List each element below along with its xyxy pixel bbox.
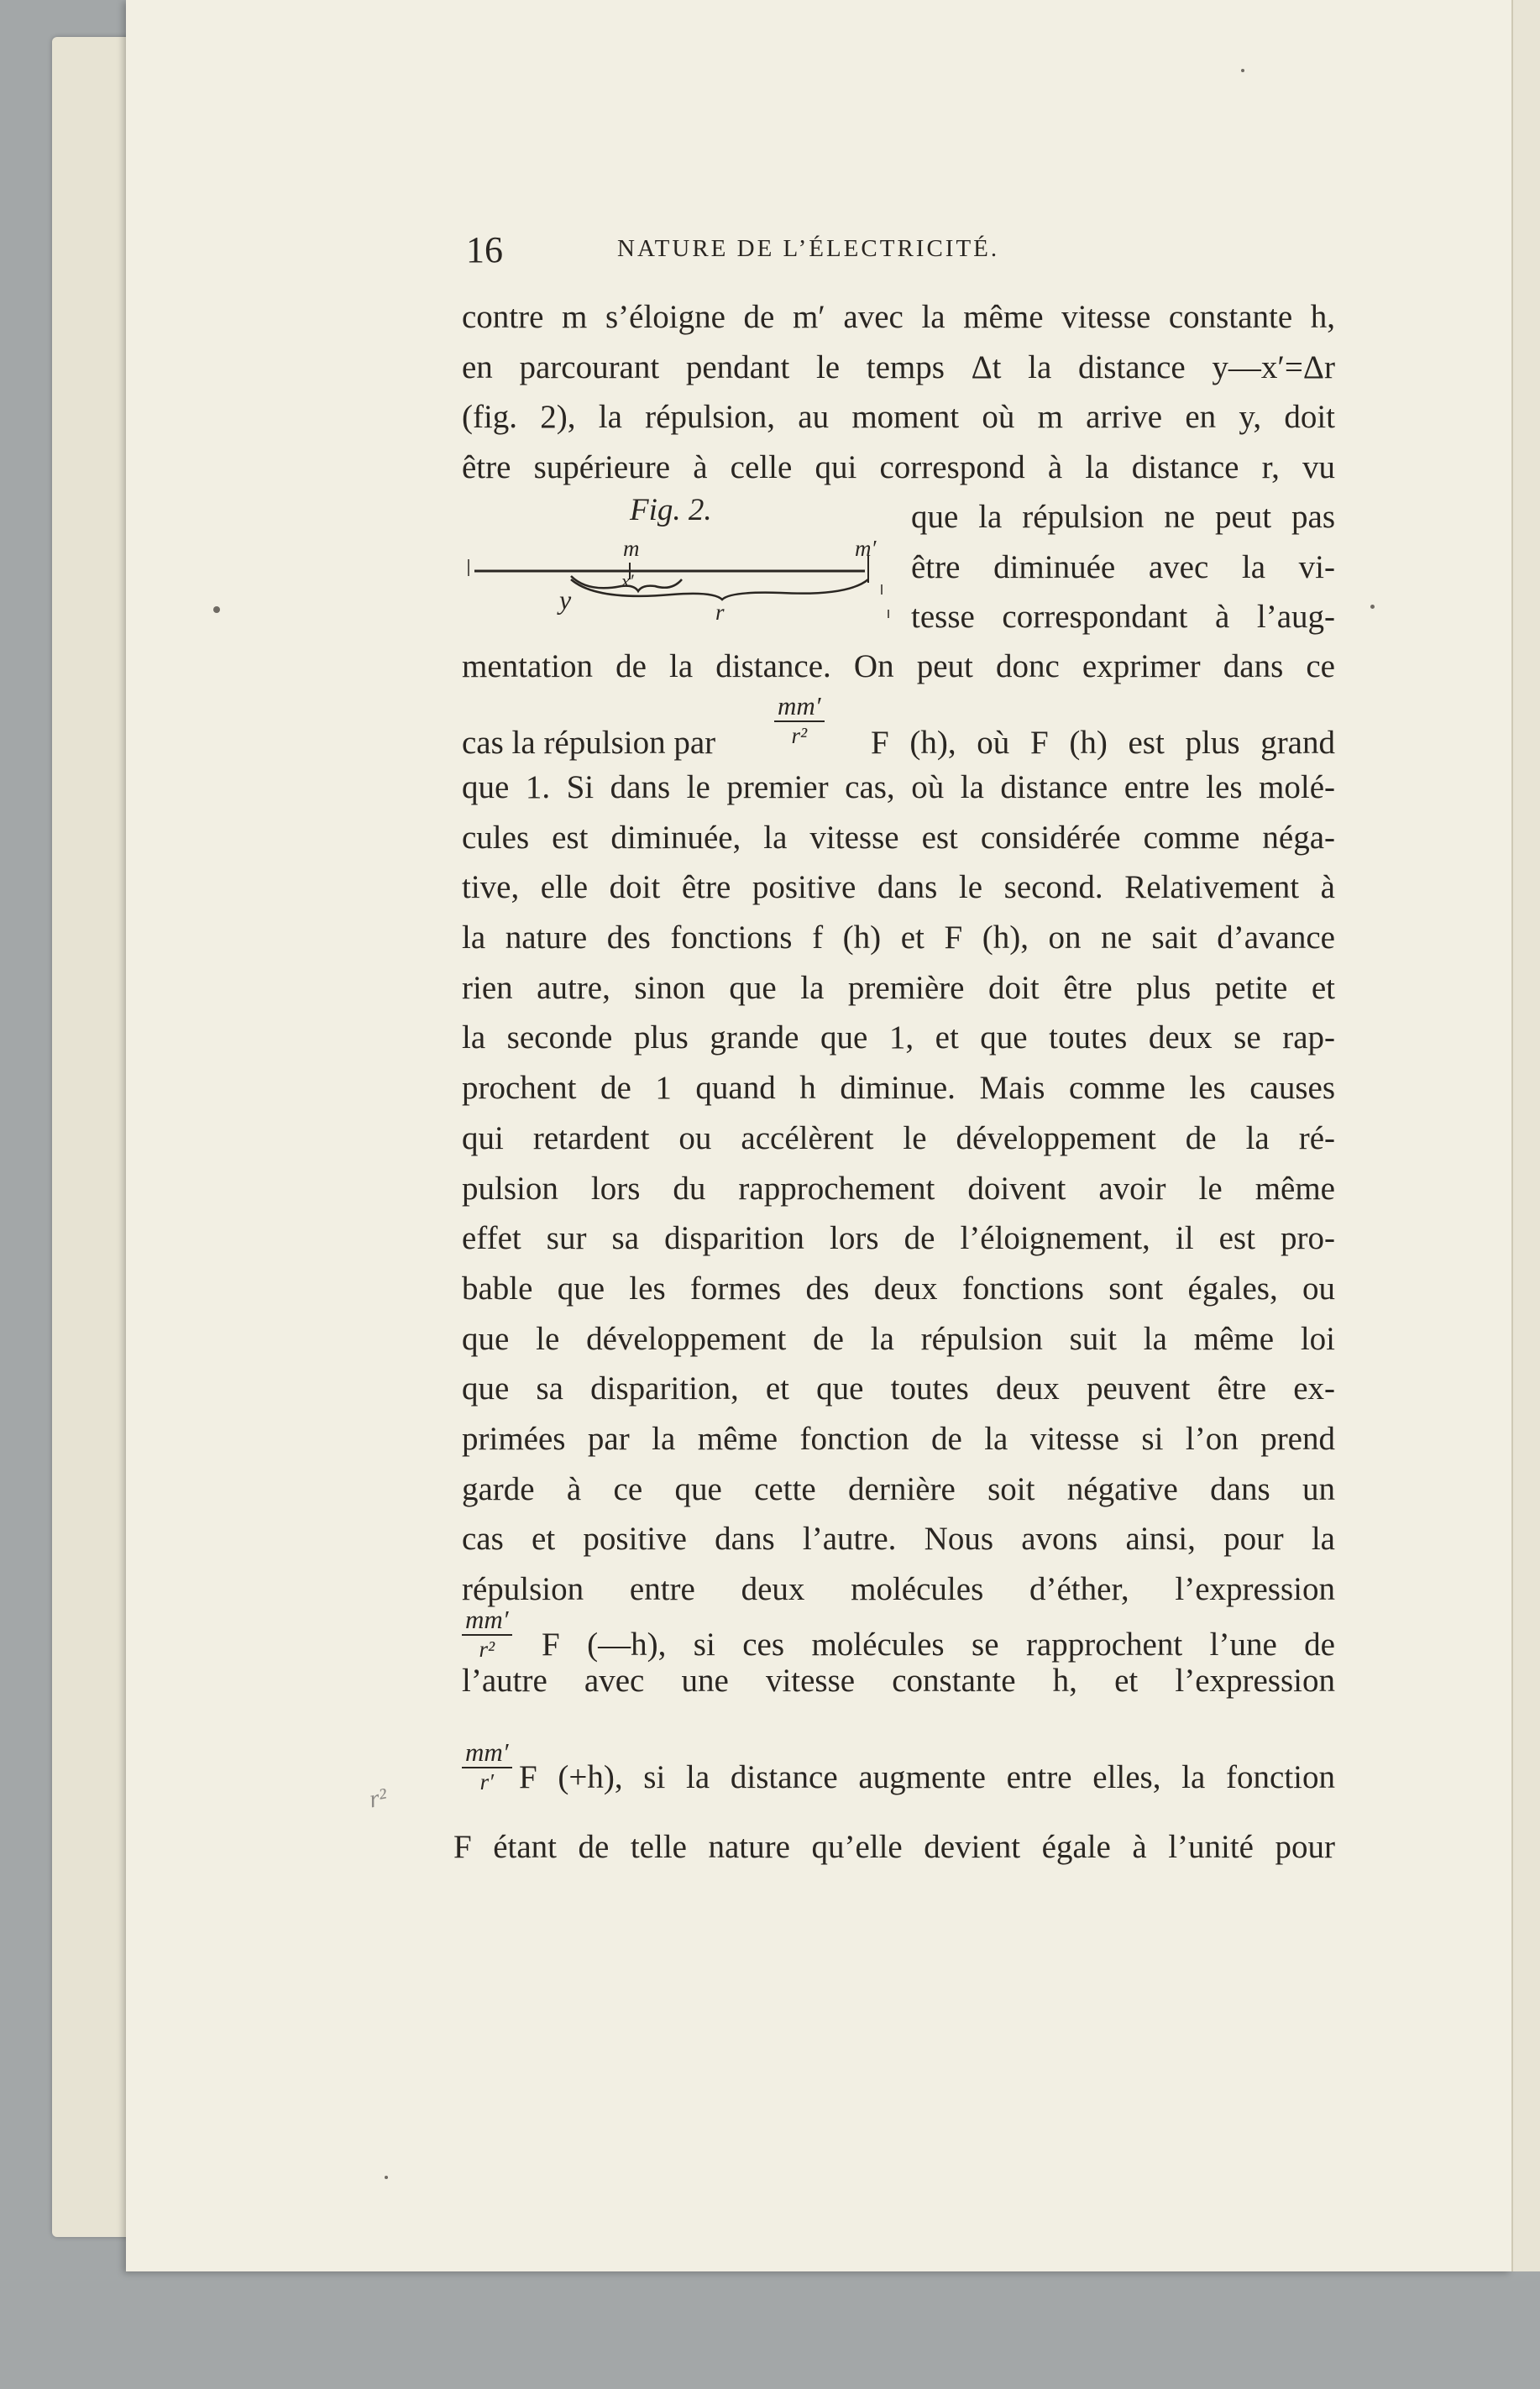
- paragraph-after-figure: [462, 642, 1335, 692]
- page-header: [466, 228, 1335, 270]
- figure-caption: Fig. 2.: [630, 493, 712, 527]
- text-line: F étant de telle nature qu’elle devient égale à l’unité pour: [453, 1829, 1335, 1865]
- text-line: que sa disparition, et que toutes deux peuvent être ex-: [462, 1370, 1335, 1407]
- text-line: effet sur sa disparition lors de l’éloignement, il est pro-: [462, 1220, 1335, 1257]
- running-title: NATURE DE L’ÉLECTRICITÉ.: [617, 235, 1000, 262]
- fraction: [774, 692, 825, 749]
- fraction-numerator: mm′: [774, 692, 825, 722]
- fraction-denominator: r′: [479, 1769, 494, 1794]
- figure-brace-large: [571, 579, 868, 600]
- text-line: garde à ce que cette dernière soit négative dans un: [462, 1470, 1335, 1507]
- figure-label-m: m: [623, 536, 640, 561]
- pencil-margin-note: r²: [367, 1783, 390, 1814]
- text-line: tesse correspondant à l’aug-: [911, 599, 1335, 636]
- text-line: l’autre avec une vitesse constante h, et l’expression: [462, 1663, 1335, 1699]
- fraction: [462, 1738, 512, 1795]
- fraction-numerator: mm′: [462, 1606, 512, 1636]
- text-line: pulsion lors du rapprochement doivent avoir le même: [462, 1170, 1335, 1207]
- text-line: que la répulsion ne peut pas: [911, 499, 1335, 535]
- figure-2: [462, 492, 898, 643]
- text-line: être supérieure à celle qui correspond à la distance r, vu: [462, 449, 1335, 486]
- paragraph-last: [453, 1822, 1335, 1873]
- formula-text-after: F (h), où F (h) est plus grand: [871, 725, 1335, 761]
- fraction-numerator: mm′: [462, 1738, 512, 1768]
- paper-speck: [1241, 69, 1244, 72]
- paper-speck: [213, 606, 220, 613]
- text-line: en parcourant pendant le temps Δt la distance y—x′=Δr: [462, 348, 1335, 385]
- figure-diagram: [462, 492, 898, 643]
- text-line: répulsion entre deux molécules d’éther, l’expression: [462, 1571, 1335, 1607]
- text-line: mentation de la distance. On peut donc exprimer dans ce: [462, 648, 1335, 684]
- paragraph-beside-figure: [911, 492, 1335, 642]
- fraction-denominator: r²: [791, 723, 808, 748]
- text-line: la seconde plus grande que 1, et que toutes deux se rap-: [462, 1019, 1335, 1056]
- fraction: [462, 1606, 512, 1663]
- text-line: cas et positive dans l’autre. Nous avons ainsi, pour la: [462, 1521, 1335, 1558]
- text-line: qui retardent ou accélèrent le développement de la ré-: [462, 1119, 1335, 1156]
- paragraph-top: [462, 292, 1335, 493]
- text-line: cules est diminuée, la vitesse est considérée comme néga-: [462, 819, 1335, 856]
- text-line: bable que les formes des deux fonctions sont égales, ou: [462, 1270, 1335, 1307]
- text-line: que 1. Si dans le premier cas, où la distance entre les molé-: [462, 769, 1335, 805]
- figure-label-y: y: [559, 584, 572, 615]
- formula-text-after: F (—h), si ces molécules se rapprochent l’une de: [542, 1627, 1335, 1663]
- text-line: (fig. 2), la répulsion, au moment où m arrive en y, doit: [462, 399, 1335, 436]
- paper-speck: [385, 2176, 388, 2179]
- text-line: la nature des fonctions f (h) et F (h), on ne sait d’avance: [462, 919, 1335, 956]
- text-line: prochent de 1 quand h diminue. Mais comme les causes: [462, 1070, 1335, 1107]
- text-line: que le développement de la répulsion suit la même loi: [462, 1320, 1335, 1357]
- paragraph-main: [462, 762, 1335, 1615]
- formula-text-before: cas la répulsion par: [462, 725, 716, 761]
- paper-speck: [1370, 605, 1375, 609]
- text-line: tive, elle doit être positive dans le second. Relativement à: [462, 869, 1335, 906]
- text-line: rien autre, sinon que la première doit être plus petite et: [462, 969, 1335, 1006]
- page-number: 16: [466, 229, 503, 270]
- adjacent-page-edge: [1511, 0, 1540, 2271]
- text-line: être diminuée avec la vi-: [911, 548, 1335, 585]
- formula-line-3: [462, 1738, 1335, 1814]
- formula-text-after: F (+h), si la distance augmente entre elles, la fonction: [519, 1759, 1335, 1795]
- figure-label-m-prime: m′: [855, 536, 877, 561]
- figure-label-x-prime: x′: [621, 570, 634, 591]
- fraction-denominator: r²: [479, 1637, 495, 1662]
- paragraph-after-formula-2: [462, 1656, 1335, 1706]
- figure-label-r: r: [715, 600, 725, 625]
- text-line: primées par la même fonction de la vitesse si l’on prend: [462, 1420, 1335, 1457]
- text-line: contre m s’éloigne de m′ avec la même vitesse constante h,: [462, 299, 1335, 335]
